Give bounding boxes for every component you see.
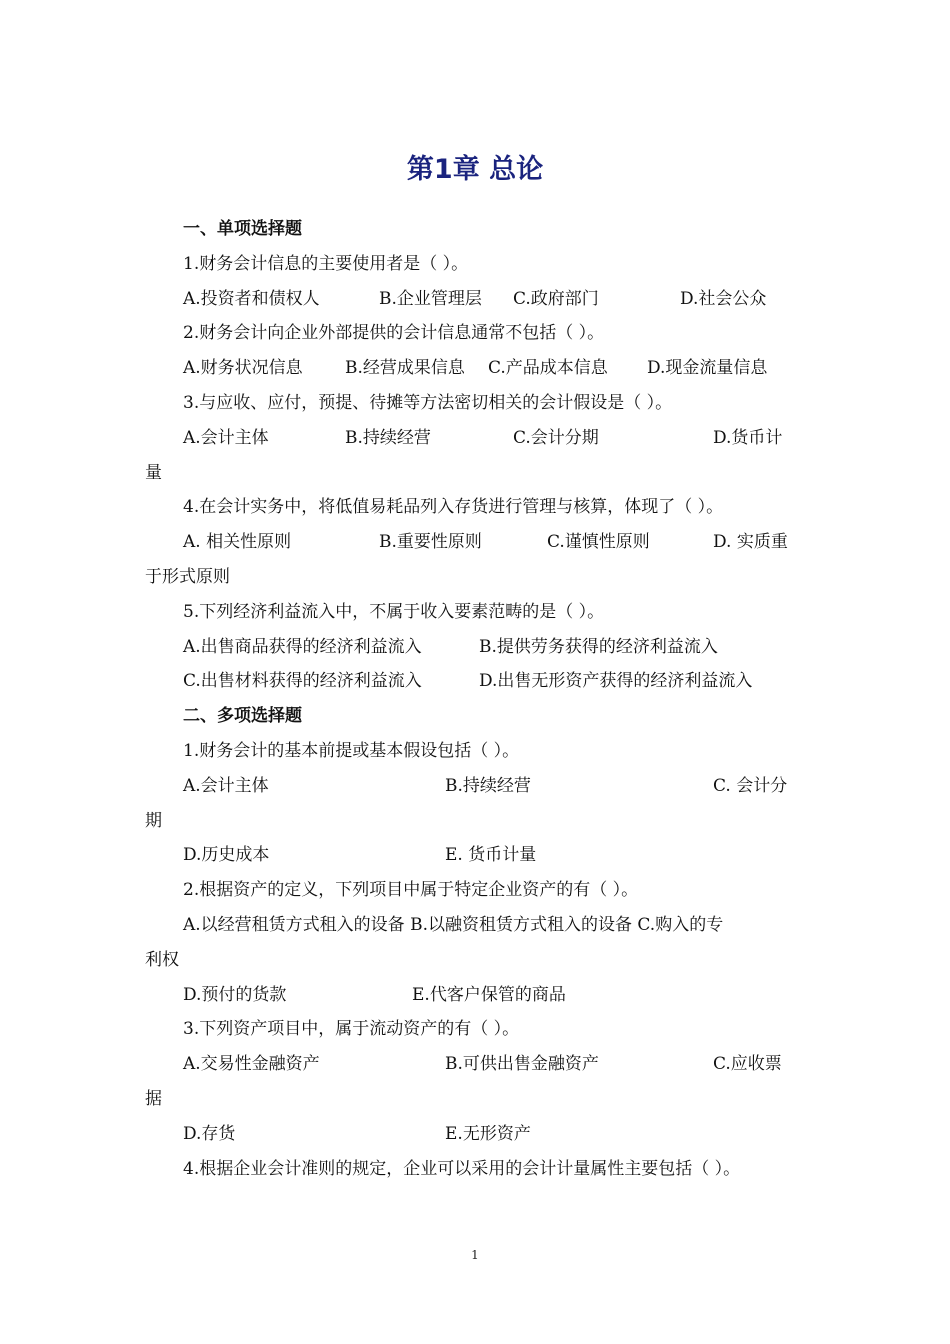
option-c: C.谨慎性原则 [547, 532, 650, 553]
option-d: D.存货 [183, 1123, 236, 1144]
options-row [0, 978, 950, 1013]
option-b: B.企业管理层 [379, 288, 482, 309]
option-c: C.会计分期 [513, 427, 599, 448]
option-d: D.预付的货款 [183, 984, 287, 1005]
question-stem: 4.在会计实务中，将低值易耗品列入存货进行管理与核算，体现了（ ）。 [183, 497, 724, 518]
option-c: C.政府部门 [513, 288, 599, 309]
question-stem: 2.财务会计向企业外部提供的会计信息通常不包括（ ）。 [183, 323, 605, 344]
option-b: B.经营成果信息 [345, 358, 465, 379]
option-a: A. 相关性原则 [183, 532, 292, 553]
option-a: A.会计主体 [183, 775, 269, 796]
option-a: A.出售商品获得的经济利益流入 [183, 636, 422, 657]
chapter-title: 第1章 总论 [406, 154, 544, 185]
question-stem: 5.下列经济利益流入中，不属于收入要素范畴的是（ ）。 [183, 601, 605, 622]
option-a: A.投资者和债权人 [183, 288, 320, 309]
option-c: C.应收票 [713, 1054, 782, 1075]
options-row [0, 838, 950, 873]
question-stem: 1.财务会计的基本前提或基本假设包括（ ）。 [183, 740, 520, 761]
option-c: C.产品成本信息 [488, 358, 608, 379]
options-row [0, 630, 950, 665]
question-stem: 4.根据企业会计准则的规定，企业可以采用的会计计量属性主要包括（ ）。 [183, 1158, 741, 1179]
wrapped-text: 期 [145, 810, 162, 831]
option-c: C.出售材料获得的经济利益流入 [183, 671, 422, 692]
option-b: B.可供出售金融资产 [445, 1054, 599, 1075]
options-row [0, 351, 950, 386]
options-row [0, 664, 950, 699]
wrapped-text: 利权 [145, 949, 179, 970]
question-stem: 3.下列资产项目中，属于流动资产的有（ ）。 [183, 1019, 520, 1040]
option-d: D. 实质重 [713, 532, 788, 553]
option-a: A.会计主体 [183, 427, 269, 448]
option-e: E.无形资产 [445, 1123, 531, 1144]
section-heading-multiple-choice: 二、多项选择题 [183, 706, 302, 727]
question-stem: 2.根据资产的定义，下列项目中属于特定企业资产的有（ ）。 [183, 880, 639, 901]
options-row: A.以经营租赁方式租入的设备 B.以融资租赁方式租入的设备 C.购入的专 [183, 914, 724, 935]
section-heading-single-choice: 一、单项选择题 [183, 219, 302, 239]
option-b: B.提供劳务获得的经济利益流入 [479, 636, 718, 657]
page-number: 1 [471, 1248, 479, 1262]
wrapped-text: 于形式原则 [145, 566, 230, 587]
option-d: D.货币计 [713, 427, 783, 448]
option-e: E.代客户保管的商品 [412, 984, 566, 1005]
option-b: B.重要性原则 [379, 532, 482, 553]
option-b: B.持续经营 [345, 427, 431, 448]
page-content [0, 212, 950, 1186]
option-d: D.历史成本 [183, 845, 270, 866]
option-a: A.交易性金融资产 [183, 1054, 320, 1075]
options-row [0, 1047, 950, 1082]
options-row [0, 282, 950, 317]
wrapped-text: 量 [145, 462, 162, 483]
options-row [0, 525, 950, 560]
option-d: D.社会公众 [680, 288, 767, 309]
option-d: D.出售无形资产获得的经济利益流入 [479, 671, 753, 692]
option-e: E. 货币计量 [445, 845, 537, 866]
question-stem: 1.财务会计信息的主要使用者是（ ）。 [183, 253, 469, 274]
option-c: C. 会计分 [713, 775, 788, 796]
question-stem: 3.与应收、应付，预提、待摊等方法密切相关的会计假设是（ ）。 [183, 392, 673, 413]
option-a: A.财务状况信息 [183, 358, 303, 379]
option-b: B.持续经营 [445, 775, 531, 796]
options-row [0, 769, 950, 804]
options-row [0, 1117, 950, 1152]
options-row [0, 421, 950, 456]
wrapped-text: 据 [145, 1088, 162, 1109]
option-d: D.现金流量信息 [647, 358, 768, 379]
